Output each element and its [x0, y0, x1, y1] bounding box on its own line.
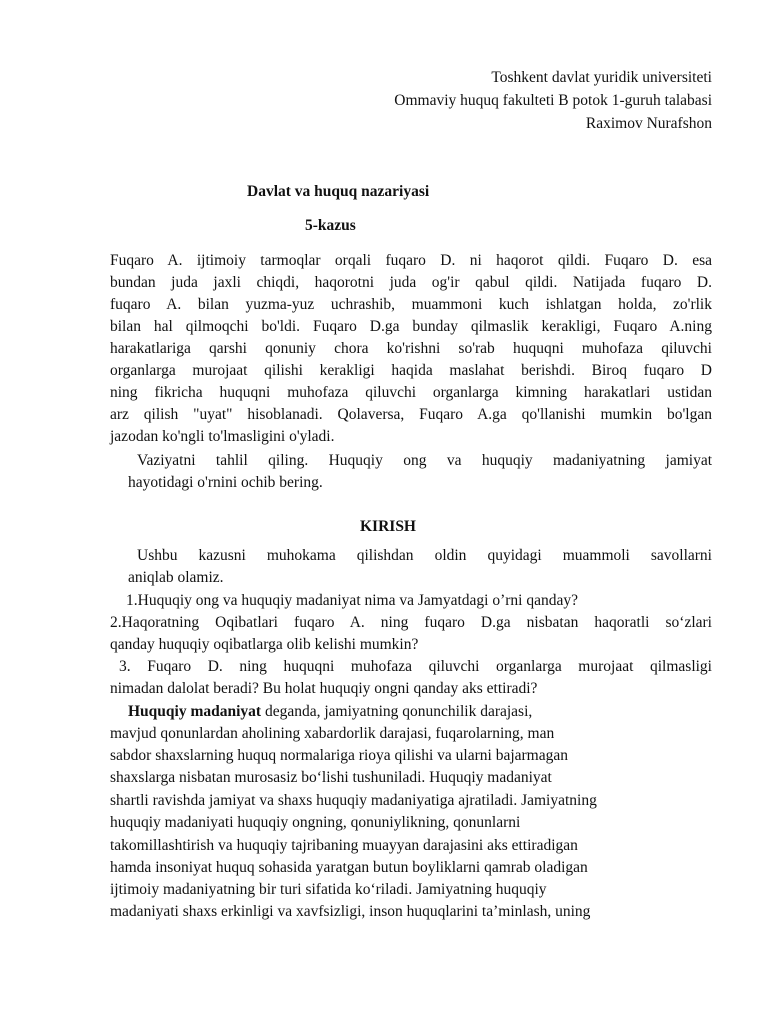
case-line: fuqaro A. bilan yuzma-yuz uchrashib, muammoni kuch ishlatgan holda, zo'rlik: [110, 296, 712, 313]
case-line: arz qilish "uyat" hisoblanadi. Qolaversa, Fuqaro A.ga qo'llanishi mumkin bo'lgan: [110, 406, 712, 423]
question-item: qanday huquqiy oqibatlarga olib kelishi mumkin?: [110, 636, 419, 653]
definition-line: takomillashtirish va huquqiy tajribaning muayyan darajasini aks ettiradigan: [110, 837, 578, 854]
case-line: bundan juda jaxli chiqdi, haqorotni juda og'ir qabul qildi. Natijada fuqaro D.: [110, 274, 712, 291]
header-university: Toshkent davlat yuridik universiteti: [491, 69, 712, 86]
question-item: 3. Fuqaro D. ning huquqni muhofaza qiluvchi organlarga murojaat qilmasligi: [119, 658, 712, 675]
definition-line: sabdor shaxslarning huquq normalariga rioya qilishi va ularni bajarmagan: [110, 747, 568, 764]
definition-first-line-rest: jamiyatning qonunchilik darajasi,: [320, 703, 533, 720]
definition-line: shaxslarga nisbatan murosasiz bo‘lishi tushuniladi. Huquqiy madaniyat: [110, 769, 552, 786]
definition-term: Huquqiy madaniyat: [128, 703, 262, 720]
definition-line: hamda insoniyat huquq sohasida yaratgan butun boyliklarni qamrab oladigan: [110, 859, 588, 876]
header-faculty: Ommaviy huquq fakulteti B potok 1-guruh talabasi: [394, 92, 712, 109]
case-title: 5-kazus: [305, 217, 356, 234]
definition-line: shartli ravishda jamiyat va shaxs huquqiy madaniyatiga ajratiladi. Jamiyatning: [110, 792, 597, 809]
intro-title: KIRISH: [360, 518, 416, 535]
question-item: nimadan dalolat beradi? Bu holat huquqiy ongni qanday aks ettiradi?: [110, 680, 538, 697]
task-line: hayotidagi o'rnini ochib bering.: [128, 474, 323, 491]
question-item: 2.Haqoratning Oqibatlari fuqaro A. ning fuqaro D.ga nisbatan haqoratli so‘zlari: [110, 614, 712, 631]
header-author: Raximov Nurafshon: [585, 115, 712, 132]
case-line: harakatlariga qarshi qonuniy chora ko'rishni so'rab huquqni muhofaza qiluvchi: [110, 340, 712, 357]
case-line: Fuqaro A. ijtimoiy tarmoqlar orqali fuqaro D. ni haqorot qildi. Fuqaro D. esa: [110, 252, 712, 269]
case-line: ning fikricha huquqni muhofaza qiluvchi organlarga kimning harakatlari ustidan: [110, 384, 712, 401]
subject-title: Davlat va huquq nazariyasi: [247, 183, 430, 200]
definition-line: mavjud qonunlardan aholining xabardorlik darajasi, fuqarolarning, man: [110, 725, 555, 742]
intro-line: aniqlab olamiz.: [128, 569, 224, 586]
task-line: Vaziyatni tahlil qiling. Huquqiy ong va huquqiy madaniyatning jamiyat: [137, 452, 712, 469]
case-line: bilan hal qilmoqchi bo'ldi. Fuqaro D.ga bunday qilmaslik kerakligi, Fuqaro A.ning: [110, 318, 712, 335]
definition-first-line: [128, 701, 712, 723]
case-line: jazodan ko'ngli to'lmasligini o'yladi.: [110, 428, 335, 445]
definition-line: madaniyati shaxs erkinligi va xavfsizligi, inson huquqlarini ta’minlash, uning: [110, 903, 591, 920]
intro-line: Ushbu kazusni muhokama qilishdan oldin quyidagi muammoli savollarni: [137, 547, 712, 564]
definition-line: ijtimoiy madaniyatning bir turi sifatida ko‘riladi. Jamiyatning huquqiy: [110, 881, 547, 898]
definition-line: huquqiy madaniyati huquqiy ongning, qonuniylikning, qonunlarni: [110, 814, 521, 831]
case-line: organlarga murojaat qilishi kerakligi haqida maslahat berishdi. Biroq fuqaro D: [110, 362, 712, 379]
question-item: 1.Huquqiy ong va huquqiy madaniyat nima va Jamyatdagi o’rni qanday?: [126, 592, 578, 609]
definition-term-suffix: deganda,: [261, 703, 321, 720]
